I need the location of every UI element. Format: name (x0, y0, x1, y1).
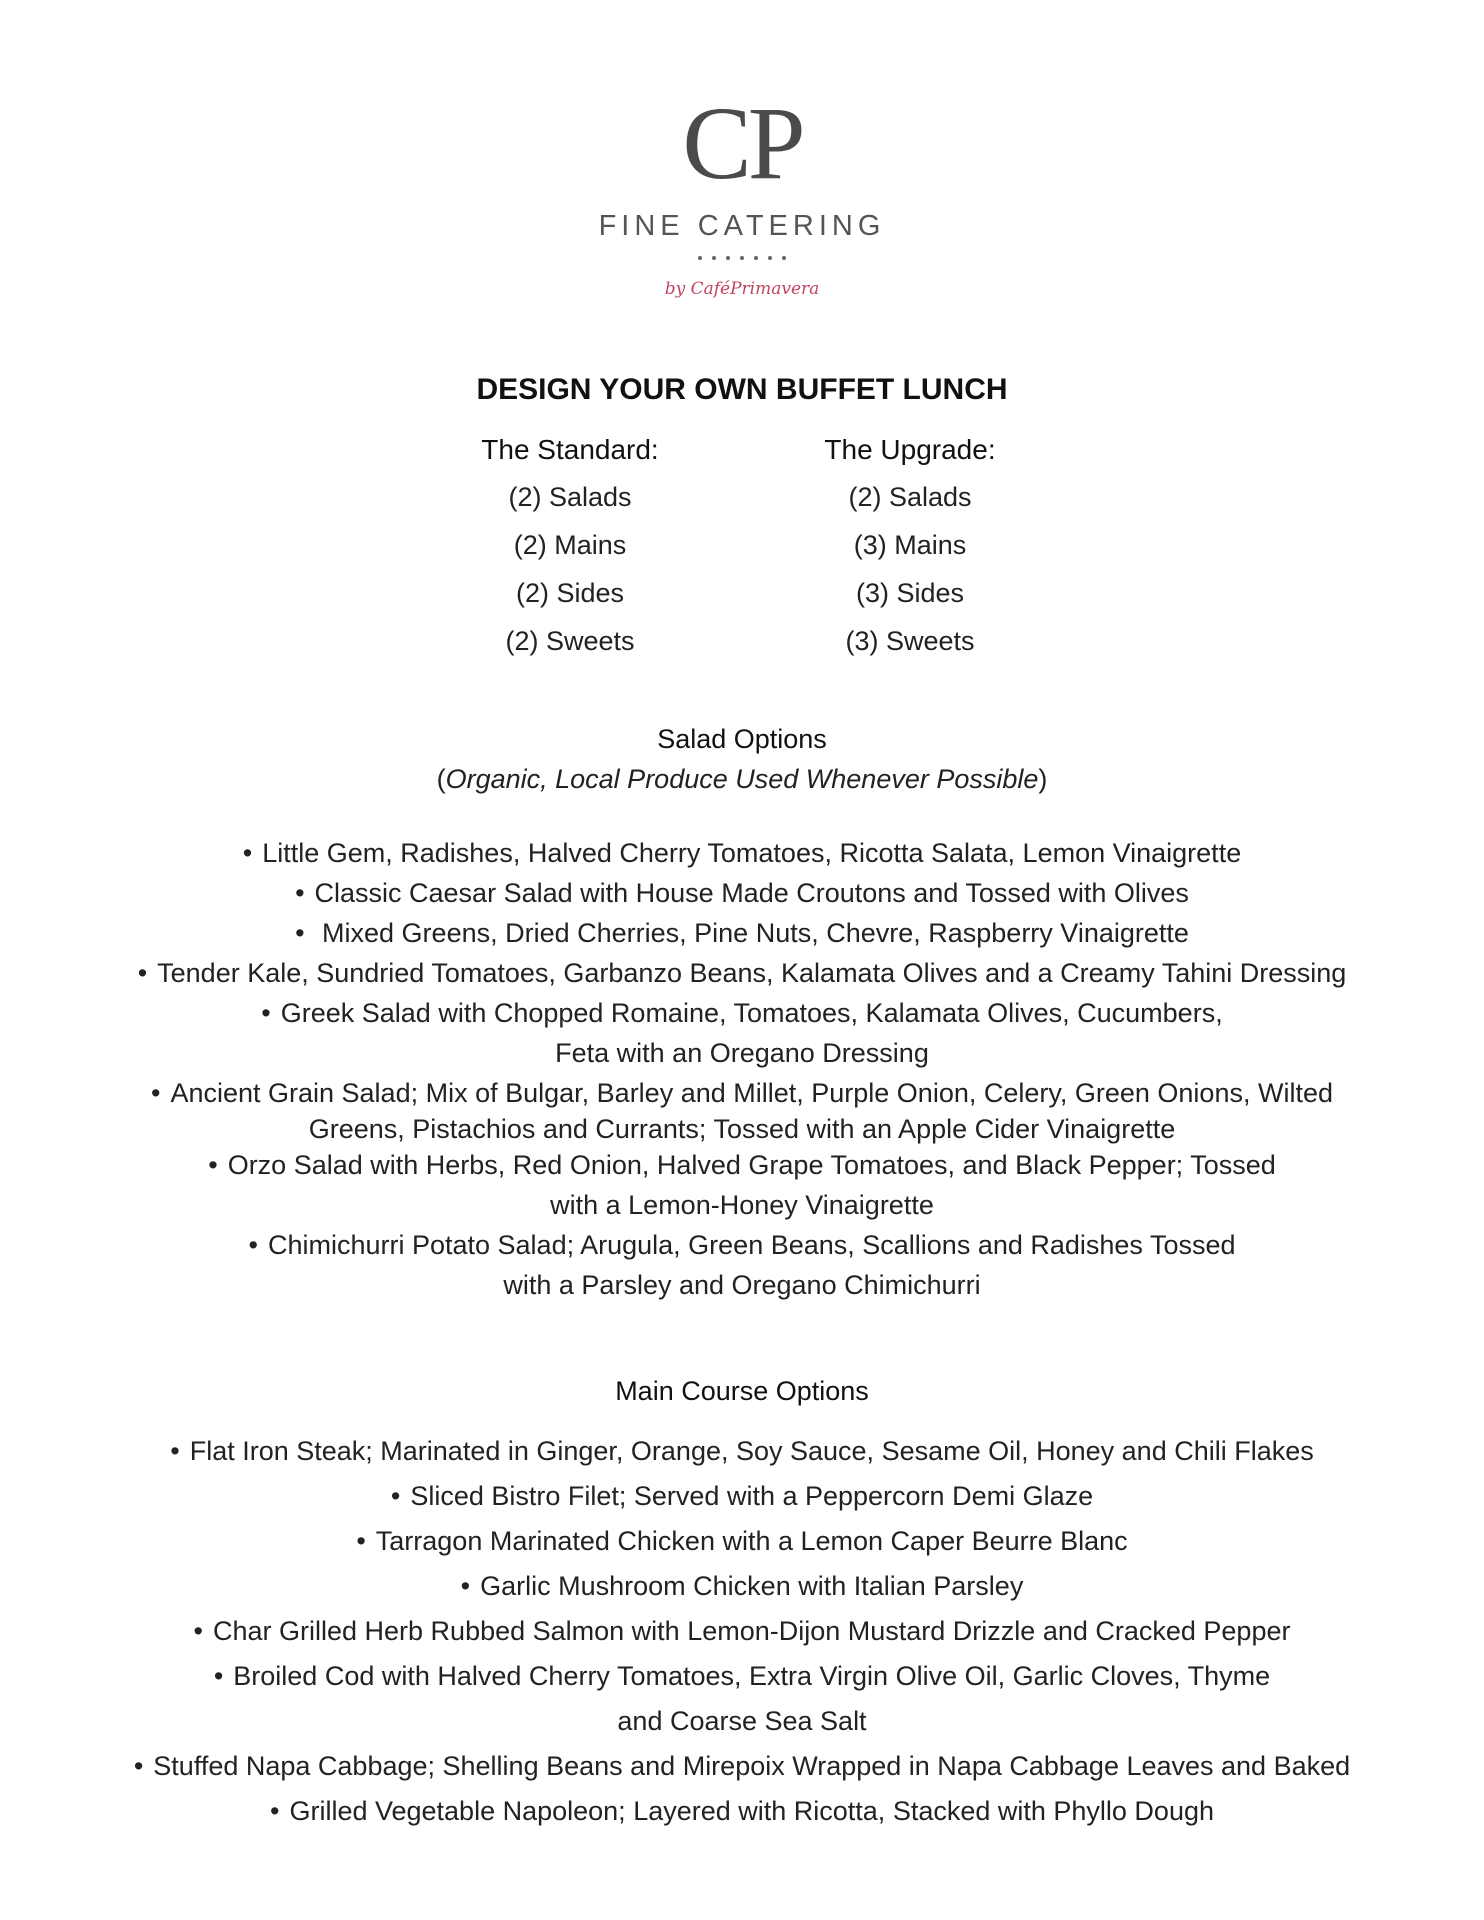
list-item-text: with a Lemon-Honey Vinaigrette (550, 1190, 934, 1220)
main-options-list (0, 1429, 1484, 1834)
logo-dot (712, 256, 716, 260)
logo-dots (0, 256, 1484, 264)
list-item (0, 1519, 1484, 1564)
bullet: • (151, 1078, 161, 1108)
logo-byline: by CaféPrimavera (664, 279, 820, 299)
list-item (0, 873, 1484, 913)
list-item (0, 1474, 1484, 1519)
package-standard-heading: The Standard: (481, 434, 659, 465)
list-item (0, 1654, 1484, 1699)
list-item (0, 833, 1484, 873)
list-item-text: Orzo Salad with Herbs, Red Onion, Halved Grape Tomatoes, and Black Pepper; Tossed (227, 1150, 1276, 1180)
package-item: (2) Salads (848, 482, 972, 512)
list-item (0, 1744, 1484, 1789)
list-item-continuation (0, 1265, 1484, 1305)
logo-dot (740, 256, 744, 260)
list-item-text: Little Gem, Radishes, Halved Cherry Tomatoes, Ricotta Salata, Lemon Vinaigrette (262, 838, 1242, 868)
list-item (0, 1789, 1484, 1834)
list-item-text: Flat Iron Steak; Marinated in Ginger, Orange, Soy Sauce, Sesame Oil, Honey and Chili Flakes (189, 1436, 1314, 1466)
list-item-text: Garlic Mushroom Chicken with Italian Parsley (480, 1571, 1024, 1601)
bullet: • (208, 1150, 218, 1180)
list-item-text: Ancient Grain Salad; Mix of Bulgar, Barley and Millet, Purple Onion, Celery, Green Onions, Wilted (170, 1078, 1333, 1108)
bullet: • (133, 1751, 144, 1781)
package-item: (2) Salads (508, 482, 632, 512)
list-item (0, 953, 1484, 993)
list-item-text: Greek Salad with Chopped Romaine, Tomatoes, Kalamata Olives, Cucumbers, (280, 998, 1223, 1028)
package-item: (3) Sweets (845, 626, 975, 656)
salad-section-note (0, 762, 1484, 796)
main-section-heading: Main Course Options (615, 1376, 869, 1406)
list-item-continuation (0, 1113, 1484, 1145)
bullet: • (390, 1481, 401, 1511)
bullet: • (356, 1526, 366, 1556)
logo-mark: CP (682, 86, 802, 201)
salad-section-heading: Salad Options (657, 724, 827, 754)
bullet: • (213, 1661, 224, 1691)
list-item-text: Feta with an Oregano Dressing (555, 1038, 929, 1068)
bullet: • (137, 958, 148, 988)
list-item-continuation (0, 1185, 1484, 1225)
list-item (0, 993, 1484, 1033)
list-item-text: Char Grilled Herb Rubbed Salmon with Lemon-Dijon Mustard Drizzle and Cracked Pepper (212, 1616, 1291, 1646)
package-standard (440, 432, 700, 671)
list-item-continuation (0, 1699, 1484, 1744)
list-item (0, 1225, 1484, 1265)
bullet: • (193, 1616, 203, 1646)
package-item: (2) Sides (515, 578, 625, 608)
bullet: • (242, 838, 253, 868)
salad-options-list (0, 833, 1484, 1305)
list-item-text: Tarragon Marinated Chicken with a Lemon Caper Beurre Blanc (375, 1526, 1128, 1556)
list-item (0, 1564, 1484, 1609)
list-item-text: and Coarse Sea Salt (617, 1706, 867, 1736)
bullet: • (270, 1796, 280, 1826)
package-item: (2) Mains (513, 530, 627, 560)
logo-dot (726, 256, 730, 260)
list-item-text: Stuffed Napa Cabbage; Shelling Beans and Mirepoix Wrapped in Napa Cabbage Leaves and Baked (153, 1751, 1351, 1781)
logo-dot (782, 256, 786, 260)
note-paren-open: ( (436, 764, 446, 794)
list-item (0, 1609, 1484, 1654)
note-text: Organic, Local Produce Used Whenever Possible (445, 764, 1039, 794)
bullet: • (261, 998, 271, 1028)
list-item (0, 1073, 1484, 1113)
list-item (0, 913, 1484, 953)
list-item-text: with a Parsley and Oregano Chimichurri (503, 1270, 981, 1300)
list-item-continuation (0, 1033, 1484, 1073)
list-item-text: Classic Caesar Salad with House Made Croutons and Tossed with Olives (314, 878, 1189, 908)
logo-dot (754, 256, 758, 260)
list-item (0, 1145, 1484, 1185)
bullet: • (170, 1436, 180, 1466)
list-item-text: Greens, Pistachios and Currants; Tossed with an Apple Cider Vinaigrette (308, 1114, 1176, 1144)
logo-dot (768, 256, 772, 260)
logo (0, 86, 1484, 300)
list-item-text: Sliced Bistro Filet; Served with a Peppercorn Demi Glaze (410, 1481, 1094, 1511)
note-paren-close: ) (1038, 764, 1048, 794)
logo-subtitle: FINE CATERING (598, 210, 886, 242)
bullet: • (295, 918, 305, 948)
page-title: DESIGN YOUR OWN BUFFET LUNCH (476, 373, 1008, 406)
package-item: (3) Mains (853, 530, 967, 560)
bullet: • (295, 878, 305, 908)
bullet: • (248, 1230, 258, 1260)
logo-dot (698, 256, 702, 260)
list-item-text: Tender Kale, Sundried Tomatoes, Garbanzo Beans, Kalamata Olives and a Creamy Tahini Dressing (157, 958, 1347, 988)
list-item-text: Chimichurri Potato Salad; Arugula, Green Beans, Scallions and Radishes Tossed (267, 1230, 1236, 1260)
package-item: (3) Sides (855, 578, 965, 608)
list-item-text: Broiled Cod with Halved Cherry Tomatoes, Extra Virgin Olive Oil, Garlic Cloves, Thyme (233, 1661, 1271, 1691)
package-upgrade-heading: The Upgrade: (824, 434, 996, 465)
list-item-text: Mixed Greens, Dried Cherries, Pine Nuts, Chevre, Raspberry Vinaigrette (314, 918, 1189, 948)
package-item: (2) Sweets (505, 626, 635, 656)
bullet: • (460, 1571, 471, 1601)
list-item-text: Grilled Vegetable Napoleon; Layered with Ricotta, Stacked with Phyllo Dough (289, 1796, 1214, 1826)
package-upgrade (780, 432, 1040, 671)
list-item (0, 1429, 1484, 1474)
